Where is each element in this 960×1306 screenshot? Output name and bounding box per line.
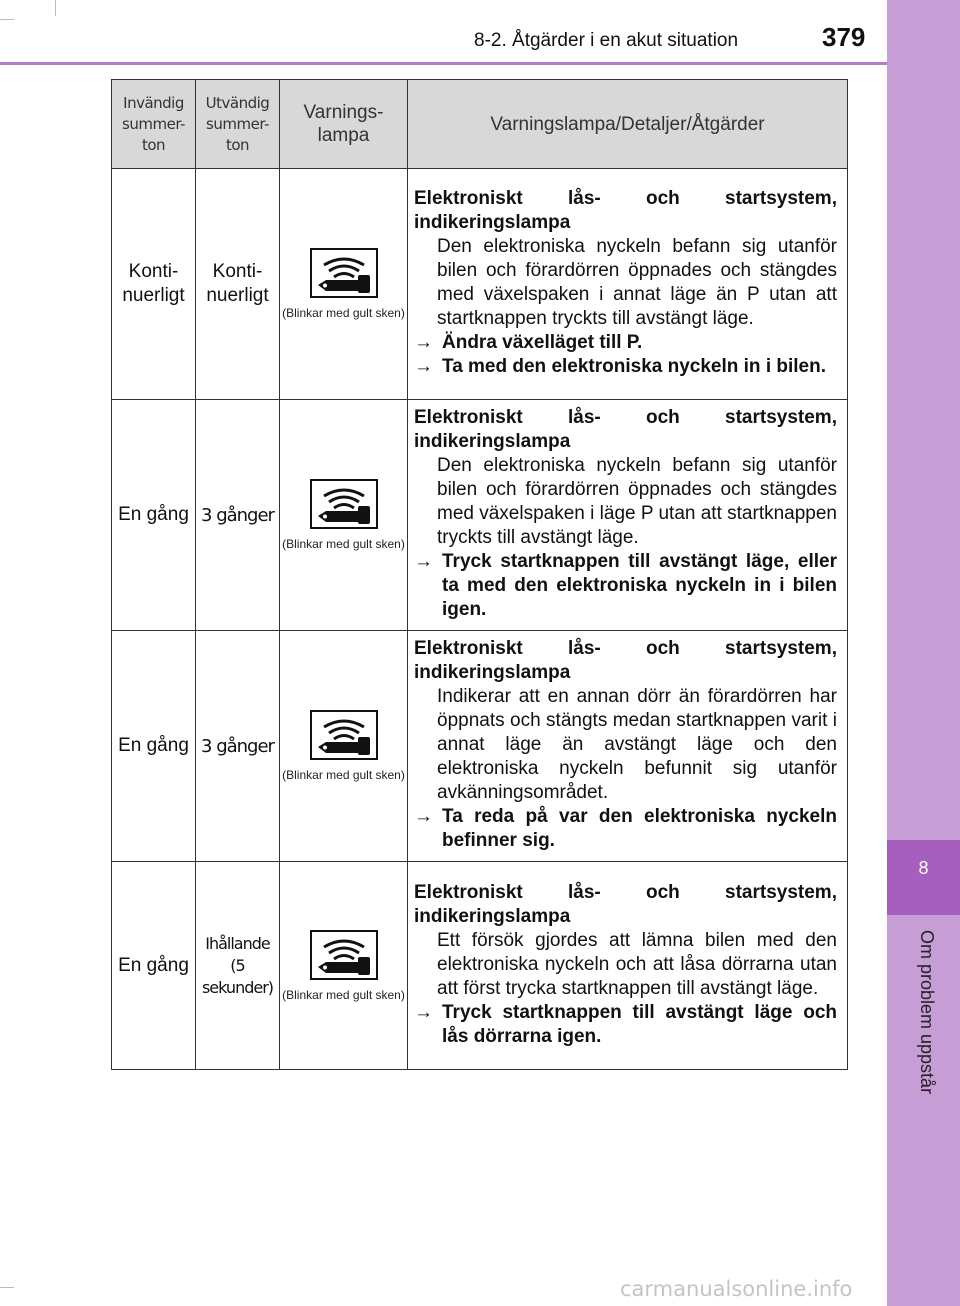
detail-title: Elektroniskt lås- och startsystem, indikeringslampa (414, 881, 837, 927)
details-cell (408, 169, 848, 400)
table-row (112, 400, 848, 631)
watermark-link[interactable]: carmanualsonline.info (620, 1277, 853, 1301)
chapter-label: Om problem uppstår (917, 930, 937, 1095)
detail-action (414, 1001, 837, 1049)
column-header-warning-lamp: Varnings-lampa (280, 80, 408, 169)
chapter-number: 8 (918, 858, 929, 878)
action-text: Ändra växelläget till P. (442, 332, 643, 353)
arrow-right-icon: → (414, 356, 433, 377)
table-row (112, 631, 848, 862)
warning-lamp-cell (280, 862, 408, 1070)
table-header-row (112, 80, 848, 169)
lamp-note: (Blinkar med gult sken) (282, 306, 405, 320)
warning-table (111, 79, 848, 1070)
arrow-right-icon: → (414, 551, 433, 572)
action-text: Ta reda på var den elektroniska nyckeln befinner sig. (442, 806, 837, 851)
section-title: 8-2. Åtgärder i en akut situation (474, 30, 739, 51)
detail-action (414, 805, 837, 853)
external-buzzer-cell: 3 gånger (196, 400, 280, 631)
details-cell (408, 862, 848, 1070)
detail-title: Elektroniskt lås- och startsystem, indikeringslampa (414, 407, 837, 452)
lamp-note: (Blinkar med gult sken) (282, 987, 405, 1002)
detail-body: Indikerar att en annan dörr än förardörren har öppnats och stängts medan startknappen varit i annat läge än avstängt läge och den elektroniska nyckeln befunnit sig utanför avkänningsområdet. (437, 686, 837, 803)
smart-key-warning-icon (310, 930, 378, 980)
action-text: Tryck startknappen till avstängt läge och lås dörrarna igen. (442, 1001, 837, 1047)
detail-body: Den elektroniska nyckeln befann sig utanför bilen och förardörren öppnades och stängdes med växelspaken i annat läge än P utan att startknappen tryckts till avstängt läge. (437, 236, 837, 329)
details-cell (408, 631, 848, 862)
internal-buzzer-cell: En gång (112, 862, 196, 1070)
column-header-external-buzzer: Utvändig summer-ton (196, 80, 280, 169)
arrow-right-icon: → (414, 332, 433, 353)
detail-title: Elektroniskt lås- och startsystem, indikeringslampa (414, 638, 837, 683)
details-cell (408, 400, 848, 631)
action-text: Tryck startknappen till avstängt läge, eller ta med den elektroniska nyckeln in i bilen igen. (442, 551, 837, 620)
lamp-note: (Blinkar med gult sken) (282, 537, 405, 551)
warning-lamp-cell (280, 169, 408, 400)
detail-body: Den elektroniska nyckeln befann sig utanför bilen och förardörren öppnades och stängdes med växelspaken i läge P utan att startknappen tryckts till avstängt läge. (437, 455, 837, 548)
detail-body: Ett försök gjordes att lämna bilen med den elektroniska nyckeln och att låsa dörrarna utan att först trycka startknappen till avstängt läge. (437, 929, 837, 999)
detail-action (414, 355, 837, 379)
external-buzzer-cell: Konti-nuerligt (196, 169, 280, 400)
chapter-side-tab (887, 0, 960, 1306)
column-header-details: Varningslampa/Detaljer/Åtgärder (408, 80, 848, 169)
detail-action (414, 331, 837, 355)
internal-buzzer-cell: Konti-nuerligt (112, 169, 196, 400)
internal-buzzer-cell: En gång (112, 400, 196, 631)
external-buzzer-cell: Ihållande (5 sekunder) (196, 862, 280, 1070)
arrow-right-icon: → (414, 806, 433, 827)
warning-lamp-cell (280, 631, 408, 862)
external-buzzer-cell: 3 gånger (196, 631, 280, 862)
internal-buzzer-cell: En gång (112, 631, 196, 862)
arrow-right-icon: → (414, 1001, 433, 1023)
column-header-internal-buzzer: Invändig summer-ton (112, 80, 196, 169)
detail-title: Elektroniskt lås- och startsystem, indikeringslampa (414, 188, 837, 233)
page-number: 379 (822, 22, 866, 52)
lamp-note: (Blinkar med gult sken) (282, 768, 405, 782)
action-text: Ta med den elektroniska nyckeln in i bilen. (442, 356, 826, 377)
warning-lamp-cell (280, 400, 408, 631)
detail-action (414, 550, 837, 622)
smart-key-warning-icon (310, 248, 378, 298)
table-row (112, 862, 848, 1070)
smart-key-warning-icon (310, 710, 378, 760)
header-rule (0, 62, 887, 65)
table-row (112, 169, 848, 400)
smart-key-warning-icon (310, 479, 378, 529)
